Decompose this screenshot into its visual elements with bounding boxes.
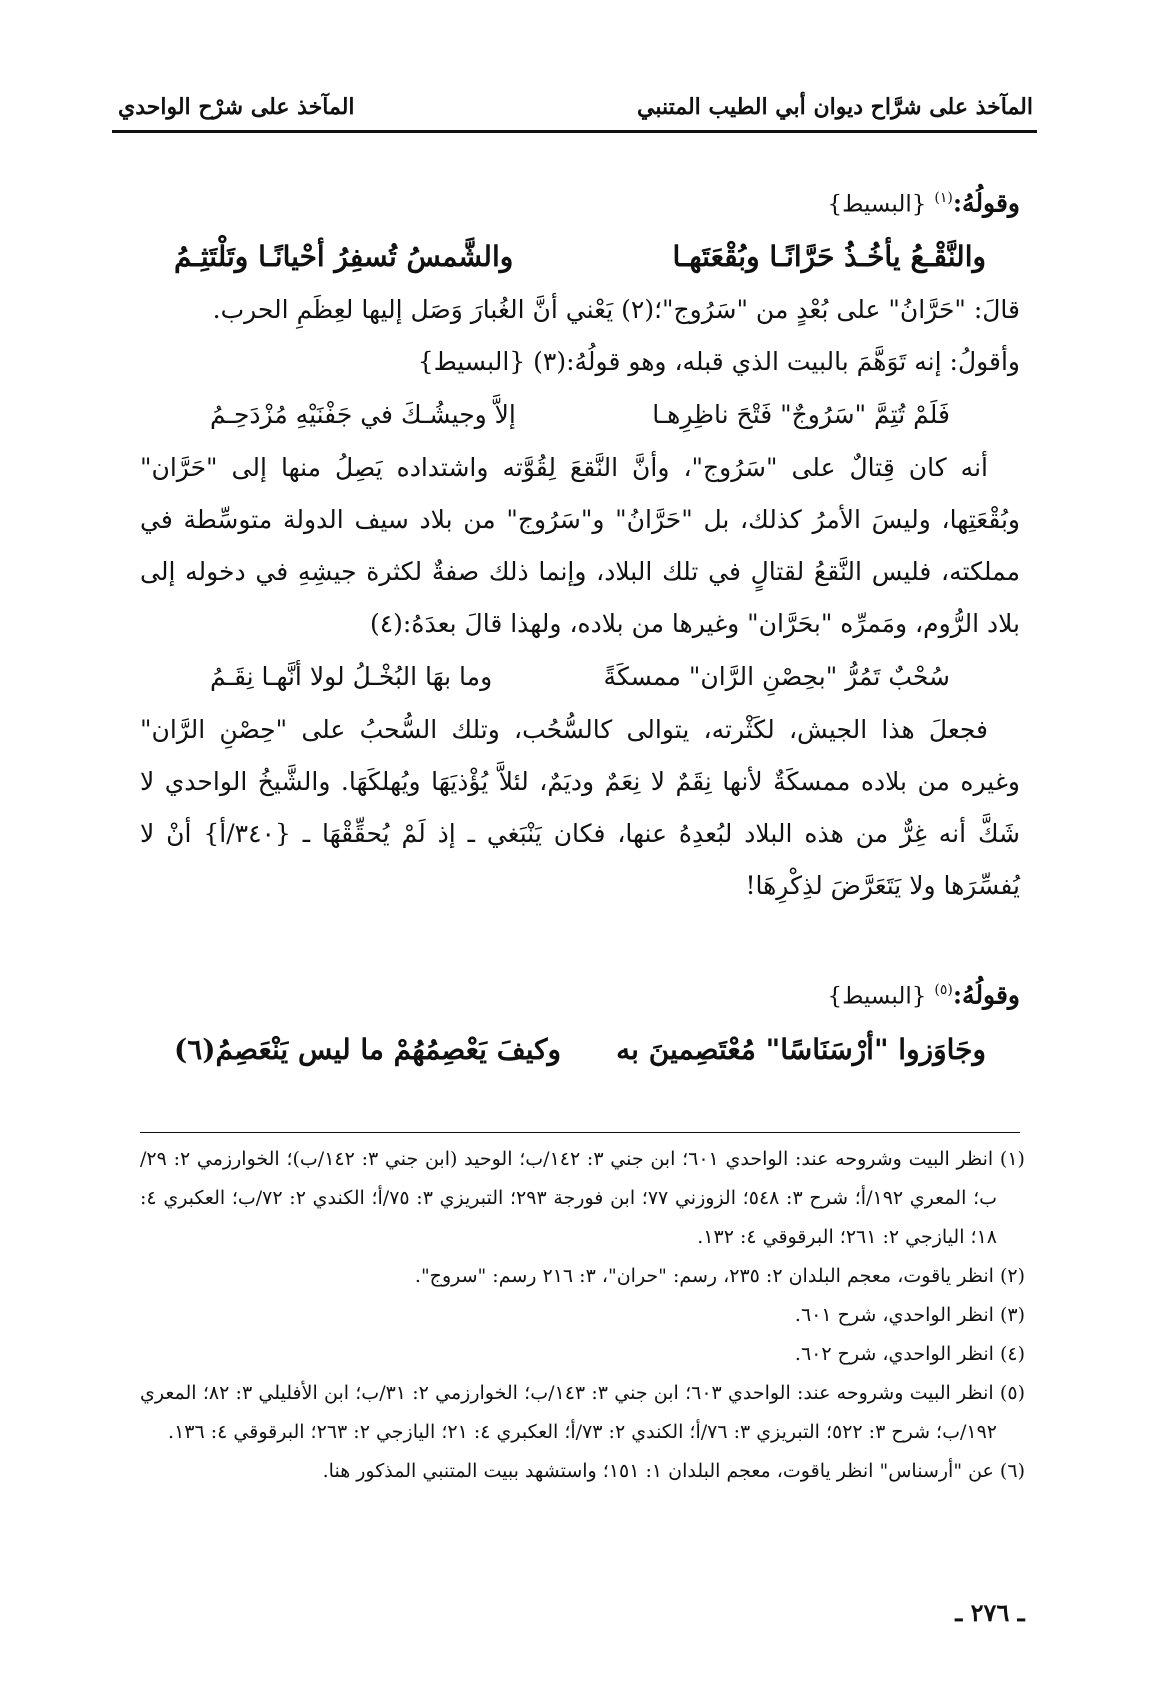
verse-3-second-hemistich: وما بهَا البُخْـلُ لولا أنَّهـا نِقَـمُ (210, 662, 493, 692)
meter-label: {البسيط} (827, 191, 927, 218)
page-number: ـ ٢٧٦ ـ (955, 1598, 1025, 1627)
footnote-1: (١) انظر البيت وشروحه عند: الواحدي ٦٠١؛ ابن جني ٣: ١٤٢/ب؛ الوحيد (ابن جني ٣: ١٤٢/ب)؛ الخوارزمي ٢: ٢٩/ب؛ المعري ١٩٢/أ؛ شرح ٣: ٥٤٨؛ الزوزني ٧٧؛ ابن فورجة ٢٩٣؛ التبريزي ٣: ٧٥/أ؛ الكندي ٢: ٧٢/ب؛ العكبري ٤: ١٨؛ اليازجي ٢: ٢٦١؛ البرقوقي ٤: ١٣٢. (140, 1148, 1025, 1248)
main-text (140, 172, 1020, 1077)
paragraph-3: أنه كان قِتالٌ على "سَرُوج"، وأنَّ النَّقعَ لِقُوَّته واشتداده يَصِلُ منها إلى "حَرَّان" وبُقْعَتِها، وليسَ الأمرُ كذلك، بل "حَرَّانُ" و"سَرُوج" من بلاد سيف الدولة متوسِّطة في مملكته، فليس النَّقعُ لقتالٍ في تلك البلاد، وإنما ذلك صفةٌ لكثرة جيشِهِ في دخوله إلى بلاد الرُّوم، ومَمرِّه "بحَرَّان" وغيرها من بلاده، ولهذا قالَ بعدَهُ:(٤) (140, 453, 1020, 639)
verse-1 (140, 230, 1020, 284)
footnote-4: (٤) انظر الواحدي، شرح ٦٠٢. (794, 1343, 1025, 1365)
header-rule (112, 130, 1037, 133)
verse-4-first-hemistich: وجَاوَزوا "أرْسَنَاسًا" مُعْتَصِمينَ به (616, 1032, 986, 1066)
footnote-ref: (١) (934, 190, 953, 206)
verse-4 (140, 1023, 1020, 1077)
verse-2 (140, 388, 1020, 442)
header-section-title: المآخذ على شرْح الواحدي (118, 94, 355, 120)
paragraph-2: وأقولُ: إنه تَوَهَّمَ بالبيت الذي قبله، وهو قولُهُ:(٣) {البسيط} (417, 347, 1020, 377)
intro-label: وقولُهُ: (952, 980, 1020, 1010)
verse-2-first-hemistich: فَلَمْ تُتِمَّ "سَرُوجٌ" فَتْحَ ناظِرِهـا (652, 400, 950, 430)
intro-label: وقولُهُ: (952, 188, 1020, 218)
verse-3-first-hemistich: سُحْبٌ تَمُرُّ "بحِصْنِ الرَّان" ممسكَةً (603, 662, 950, 692)
verse-4-second-hemistich: وكيفَ يَعْصِمُهُمْ ما ليس يَنْعَصِمُ(٦) (174, 1032, 562, 1066)
footnote-ref: (٥) (934, 982, 953, 999)
header-book-title: المآخذ على شرَّاح ديوان أبي الطيب المتنبي (637, 94, 1033, 120)
footnote-3: (٣) انظر الواحدي، شرح ٦٠١. (794, 1304, 1025, 1326)
paragraph-1: قالَ: "حَرَّانُ" على بُعْدٍ من "سَرُوج"؛(٢) يَعْني أنَّ الغُبارَ وَصَل إليها لعِظَمِ الحرب. (212, 295, 1020, 325)
verse-1-first-hemistich: والنَّقْـعُ يأخُـذُ حَرَّانًـا وبُقْعَتَهـا (672, 240, 986, 274)
section2-intro (140, 964, 1020, 1022)
footnote-5: (٥) انظر البيت وشروحه عند: الواحدي ٦٠٣؛ ابن جني ٣: ١٤٣/ب؛ الخوارزمي ٢: ٣١/ب؛ ابن الأفليلي ٣: ٨٢؛ المعري ١٩٢/ب؛ شرح ٣: ٥٢٢؛ التبريزي ٣: ٧٦/أ؛ الكندي ٢: ٧٣/أ؛ العكبري ٤: ٢١؛ اليازجي ٢: ٢٦٣؛ البرقوقي ٤: ١٣٦. (140, 1382, 1025, 1443)
footnote-rule (140, 1132, 1020, 1133)
paragraph-4: فجعلَ هذا الجيش، لكَثْرته، يتوالى كالسُّحُب، وتلك السُّحبُ على "حِصْنِ الرَّان" وغيره من بلاده ممسكَةٌ لأنها نِقَمٌ لا نِعَمٌ وديَمٌ، لئلاَّ يُؤْذيَهَا ويُهلكَهَا. والشَّيخُ الواحدي لا شَكَّ أنه غِرٌّ من هذه البلاد لبُعدِهُ عنها، فكان يَنْبَغي ـ إذ لَمْ يُحقِّقْهَا ـ {٣٤٠/أ} أنْ لا يُفسِّرَها ولا يَتَعَرَّضَ لذِكْرِهَا! (140, 715, 1021, 901)
footnotes (140, 1140, 1025, 1491)
meter-label: {البسيط} (827, 983, 927, 1010)
verse-1-second-hemistich: والشَّمسُ تُسفِرُ أحْيانًـا وتَلْتَثِـمُ (174, 240, 514, 274)
running-header (118, 88, 1033, 126)
footnote-6: (٦) عن "أرسناس" انظر ياقوت، معجم البلدان ١: ١٥١؛ واستشهد ببيت المتنبي المذكور هنا. (322, 1460, 1025, 1482)
footnote-2: (٢) انظر ياقوت، معجم البلدان ٢: ٢٣٥، رسم: "حران"، ٣: ٢١٦ رسم: "سروج". (414, 1265, 1025, 1287)
section1-intro (140, 172, 1020, 230)
verse-3 (140, 650, 1020, 704)
verse-2-second-hemistich: إلاَّ وجيشُـكَ في جَفْنَيْهِ مُزْدَحِـمُ (210, 400, 516, 430)
